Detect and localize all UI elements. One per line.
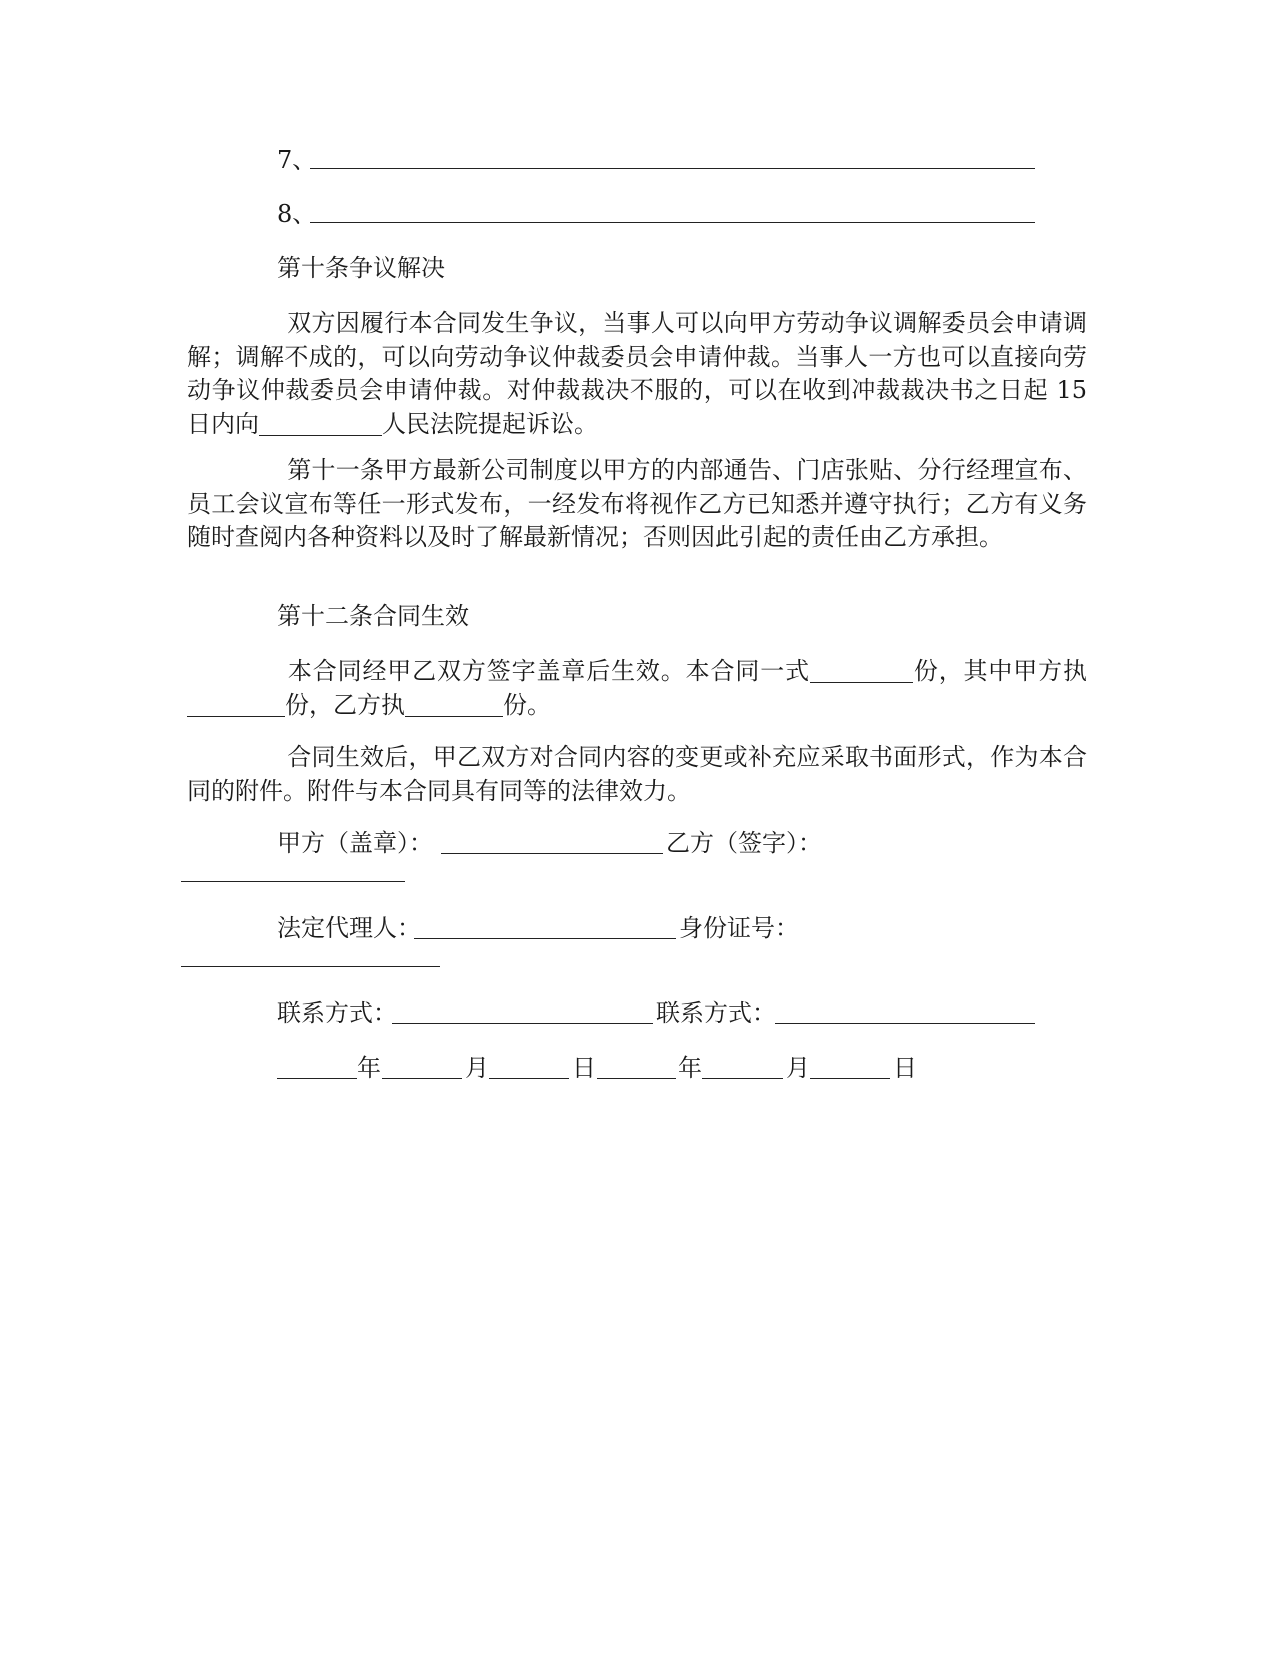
item-7-number: 7、: [277, 146, 317, 174]
copies-end-text: 份。: [503, 690, 551, 719]
article-10-heading: 第十条争议解决: [277, 254, 445, 282]
legal-rep-blank: [414, 938, 676, 939]
article-12-text: 合同生效后，甲乙双方对合同内容的变更或补充应采取书面形式，作为本合同的附件。附件与本合同具有同等的法律效力。: [187, 743, 1087, 805]
party-b-sign-label: 乙方（签字）：: [666, 829, 822, 857]
court-blank: [259, 413, 382, 436]
date-a-day-blank: [489, 1078, 569, 1079]
party-b-sign-blank: [181, 881, 405, 882]
date-b-month-label: 月: [786, 1054, 810, 1082]
contact-a-label: 联系方式：: [277, 999, 397, 1027]
article-11-text: 第十一条甲方最新公司制度以甲方的内部通告、门店张贴、分行经理宣布、员工会议宣布等任一形式发布，一经发布将视作乙方已知悉并遵守执行；乙方有义务随时查阅内各种资料以及时了解最新情况；否则因此引起的责任由乙方承担。: [187, 456, 1087, 551]
total-copies-blank: [810, 660, 913, 683]
date-a-day-label: 日: [572, 1054, 596, 1082]
article-10-text-end: 人民法院提起诉讼。: [382, 409, 598, 438]
date-a-month-label: 月: [465, 1054, 489, 1082]
id-number-blank: [181, 966, 440, 967]
party-a-copies-blank: [187, 694, 285, 717]
item-8-blank: [310, 222, 1035, 223]
party-a-seal-label: 甲方（盖章）：: [277, 829, 433, 857]
party-a-copies-text: 份，其中甲方执: [912, 657, 1088, 685]
id-number-label: 身份证号：: [679, 914, 799, 942]
date-a-year-blank: [277, 1078, 357, 1079]
party-b-copies-text: 份，乙方执: [285, 690, 405, 719]
legal-rep-label: 法定代理人：: [277, 914, 421, 942]
date-b-day-blank: [810, 1078, 890, 1079]
article-12-paragraph-1: [187, 655, 1087, 722]
item-8-number: 8、: [277, 200, 317, 228]
date-a-year-label: 年: [357, 1054, 381, 1082]
party-a-seal-blank: [441, 853, 663, 854]
contact-a-blank: [392, 1023, 653, 1024]
article-10-paragraph: [187, 307, 1087, 441]
party-b-copies-blank: [405, 694, 503, 717]
date-b-month-blank: [702, 1078, 783, 1079]
contact-b-blank: [775, 1023, 1035, 1024]
article-10-text: 双方因履行本合同发生争议，当事人可以向甲方劳动争议调解委员会申请调解；调解不成的，可以向劳动争议仲裁委员会申请仲裁。当事人一方也可以直接向劳动争议仲裁委员会申请仲裁。对仲裁裁决不服的，可以在收到冲裁裁决书之日起 15 日内向: [187, 309, 1087, 438]
article-11-paragraph: [187, 454, 1087, 555]
date-b-year-blank: [597, 1078, 676, 1079]
article-12-heading: 第十二条合同生效: [277, 602, 469, 630]
date-a-month-blank: [382, 1078, 462, 1079]
article-12-paragraph-2: [187, 741, 1087, 808]
date-b-year-label: 年: [678, 1054, 702, 1082]
copies-text: 本合同经甲乙双方签字盖章后生效。本合同一式: [287, 657, 810, 685]
date-b-day-label: 日: [893, 1054, 917, 1082]
item-7-blank: [310, 168, 1035, 169]
contact-b-label: 联系方式：: [656, 999, 776, 1027]
